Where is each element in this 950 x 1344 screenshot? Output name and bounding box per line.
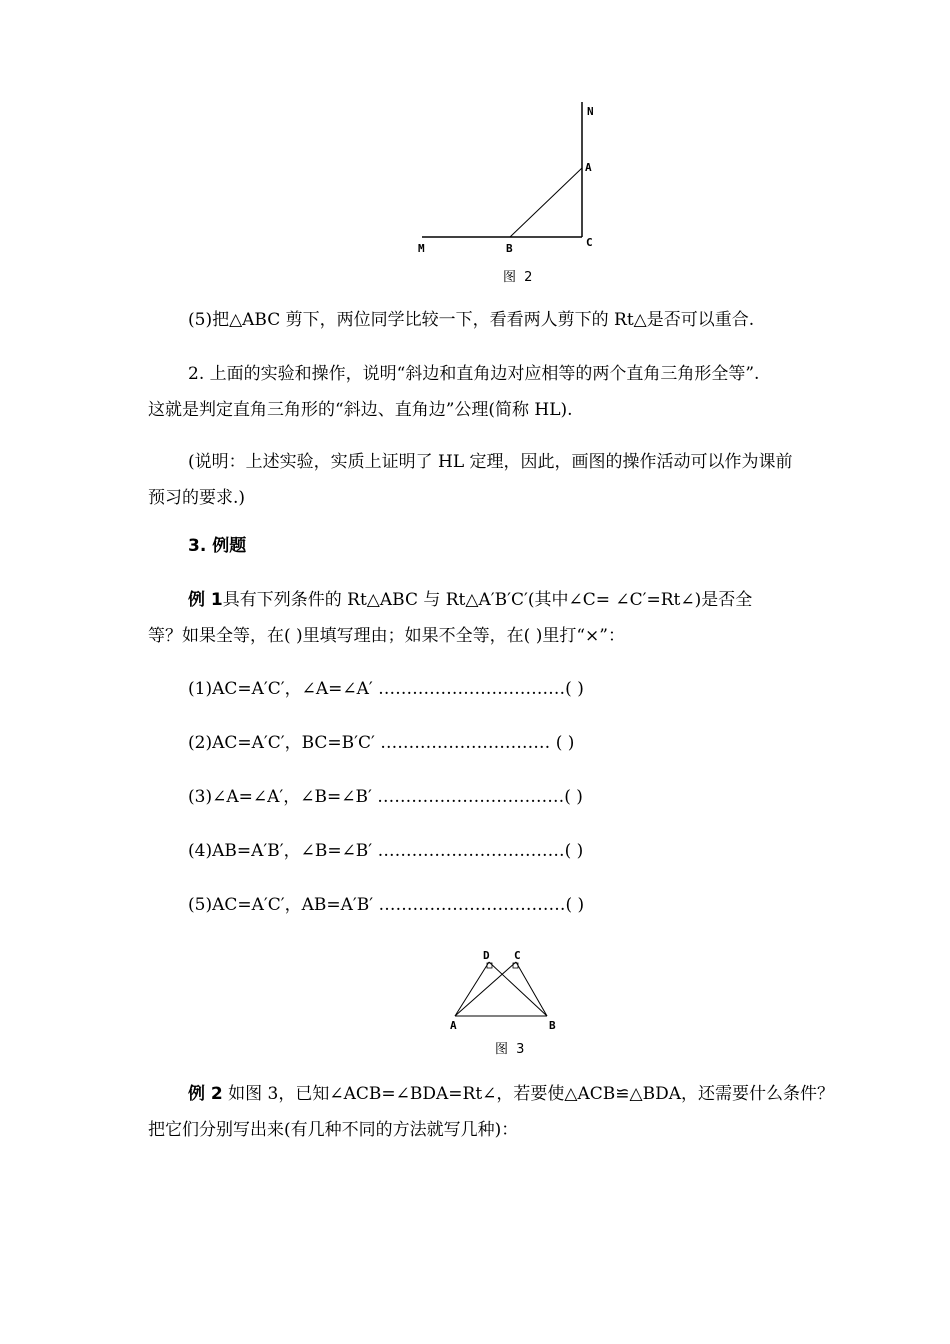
condition-item-5: (5)AC=A′C′，AB=A′B′ ……………………………( ) — [188, 895, 585, 915]
example-1-line-1: 具有下列条件的 Rt△ABC 与 Rt△A′B′C′(其中∠C= ∠C′=Rt∠)是否全 — [222, 590, 753, 610]
condition-item-3: (3)∠A=∠A′，∠B=∠B′ ……………………………( ) — [188, 787, 583, 807]
example-1-label: 例 1 — [188, 590, 223, 610]
example-2-line-1: 如图 3，已知∠ACB=∠BDA=Rt∠，若要使△ACB≌△BDA，还需要什么条件？ — [222, 1084, 834, 1104]
line-ab — [510, 168, 582, 237]
figure-3-caption: 图 3 — [495, 1042, 527, 1057]
paragraph-2 — [148, 356, 868, 428]
label-c: C — [514, 949, 521, 962]
paragraph-2-line-1: 2. 上面的实验和操作，说明“斜边和直角边对应相等的两个直角三角形全等”. — [188, 364, 760, 384]
note-line-1: (说明：上述实验，实质上证明了 HL 定理，因此，画图的操作活动可以作为课前 — [188, 452, 793, 472]
figure-2-drawing — [410, 100, 610, 260]
example-2-label: 例 2 — [188, 1084, 223, 1104]
label-b: B — [549, 1019, 556, 1032]
example-2 — [148, 1076, 868, 1148]
label-a: A — [450, 1019, 457, 1032]
condition-item-1: (1)AC=A′C′，∠A=∠A′ ……………………………( ) — [188, 679, 584, 699]
label-c: C — [586, 236, 593, 249]
label-d: D — [483, 949, 490, 962]
figure-3 — [445, 948, 565, 1036]
section-heading-examples: 3. 例题 — [188, 536, 247, 556]
note-line-2: 预习的要求.) — [148, 488, 246, 508]
note-paragraph — [148, 444, 868, 516]
label-b: B — [506, 242, 513, 255]
segment-cb — [516, 962, 547, 1016]
example-2-line-2: 把它们分别写出来(有几种不同的方法就写几种)： — [148, 1120, 519, 1140]
paragraph-step-5: (5)把△ABC 剪下，两位同学比较一下，看看两人剪下的 Rt△是否可以重合. — [188, 310, 755, 330]
label-a: A — [585, 161, 592, 174]
label-n: N — [587, 105, 594, 118]
condition-item-2: (2)AC=A′C′，BC=B′C′ ………………………… ( ) — [188, 733, 575, 753]
figure-2-caption: 图 2 — [503, 270, 535, 285]
segment-ad — [455, 962, 489, 1016]
example-1 — [148, 582, 868, 654]
figure-3-drawing — [445, 948, 565, 1036]
paragraph-2-line-2: 这就是判定直角三角形的“斜边、直角边”公理(简称 HL). — [148, 400, 573, 420]
condition-item-4: (4)AB=A′B′，∠B=∠B′ ……………………………( ) — [188, 841, 584, 861]
example-1-line-2: 等？如果全等，在( )里填写理由；如果不全等，在( )里打“×”： — [148, 626, 625, 646]
segment-ac — [455, 962, 516, 1016]
segment-db — [489, 962, 547, 1016]
figure-2 — [410, 100, 610, 260]
label-m: M — [418, 242, 425, 255]
